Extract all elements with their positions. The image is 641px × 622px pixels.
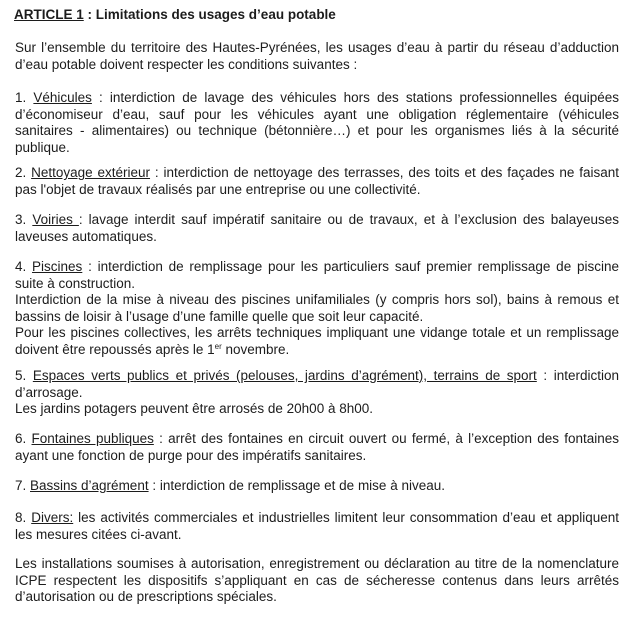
item-label: Bassins d’agrément: [30, 478, 149, 493]
item-text: : interdiction de lavage des véhicules hors des stations professionnelles équipées d’économiseur d’eau, sauf pour les véhicules ayant une obligation réglementaire (véhicules sanitaires - alimentaires) ou technique (bétonnière…) et pour les organismes liés à la sécurité publique.: [15, 90, 619, 155]
item-text: : interdiction d’arrosage.: [15, 368, 619, 400]
intro-paragraph: Sur l’ensemble du territoire des Hautes-Pyrénées, les usages d’eau à partir du réseau d’adduction d’eau potable doivent respecter les conditions suivantes :: [15, 40, 619, 72]
item-piscines-first: [15, 259, 619, 292]
item-piscines-third-start: Pour les piscines collectives, les arrêts techniques impliquant une vidange totale et un remplissage doivent être repoussés après le 1: [15, 325, 619, 357]
item-label: Nettoyage extérieur: [31, 165, 151, 180]
item-text: : interdiction de remplissage pour les particuliers sauf premier remplissage de piscine suite à construction.: [15, 259, 619, 291]
item-number: 5.: [15, 368, 33, 383]
item-number: 3.: [15, 212, 33, 227]
item-espaces-verts-second: Les jardins potagers peuvent être arrosés de 20h00 à 8h00.: [15, 401, 373, 416]
item-vehicules: [15, 90, 619, 156]
item-number: 8.: [15, 510, 32, 525]
item-fontaines-publiques: [15, 431, 619, 464]
closing-paragraph: Les installations soumises à autorisation, enregistrement ou déclaration au titre de la nomenclature ICPE respectent les dispositifs s’appliquant en cas de sécheresse contenus dans leurs arrêtés d’autorisation ou de prescriptions spéciales.: [15, 556, 619, 604]
item-label: Voiries: [32, 212, 79, 227]
item-label: Piscines: [32, 259, 83, 274]
item-number: 7.: [15, 478, 31, 493]
item-divers: [15, 510, 619, 543]
item-number: 6.: [15, 431, 32, 446]
item-label: Fontaines publiques: [31, 431, 154, 446]
item-label: Espaces verts publics et privés (pelouses, jardins d’agrément), terrains de sport: [32, 368, 537, 383]
item-nettoyage-exterieur: [15, 165, 619, 198]
item-text: : arrêt des fontaines en circuit ouvert ou fermé, à l’exception des fontaines ayant une fonction de purge pour des impératifs sanitaires.: [15, 431, 619, 463]
item-number: 2.: [15, 165, 32, 180]
item-piscines-second: Interdiction de la mise à niveau des piscines unifamiliales (y compris hors sol), bains à remous et bassins de loisir à l’usage d’une famille quelle que soit leur capacité.: [15, 292, 619, 324]
item-espaces-verts-first: [15, 368, 619, 401]
item-espaces-verts: [15, 368, 619, 418]
article-separator: :: [83, 7, 96, 22]
item-text: les activités commerciales et industrielles limitent leur consommation d’eau et appliquent les mesures citées ci-avant.: [15, 510, 620, 542]
item-bassins-agrement: [15, 478, 619, 495]
item-piscines-third: [15, 325, 619, 358]
item-label: Véhicules: [33, 90, 92, 105]
item-text: : lavage interdit sauf impératif sanitaire ou de travaux, et à l’exclusion des balayeuses laveuses automatiques.: [15, 212, 619, 244]
article-heading: [14, 7, 336, 22]
item-text: : interdiction de remplissage et de mise à niveau.: [148, 478, 445, 493]
item-label: Divers:: [31, 510, 74, 525]
item-number: 4.: [15, 259, 33, 274]
article-title: Limitations des usages d’eau potable: [95, 7, 336, 22]
ordinal-suffix: er: [214, 341, 222, 351]
item-number: 1.: [15, 90, 34, 105]
item-text: : interdiction de nettoyage des terrasses, des toits et des façades ne faisant pas l'objet de travaux réalisés par une entreprise ou une collectivité.: [15, 165, 619, 197]
item-piscines: [15, 259, 619, 358]
item-voiries: [15, 212, 619, 245]
article-number: ARTICLE 1: [14, 7, 84, 22]
item-piscines-third-end: novembre.: [221, 341, 290, 357]
